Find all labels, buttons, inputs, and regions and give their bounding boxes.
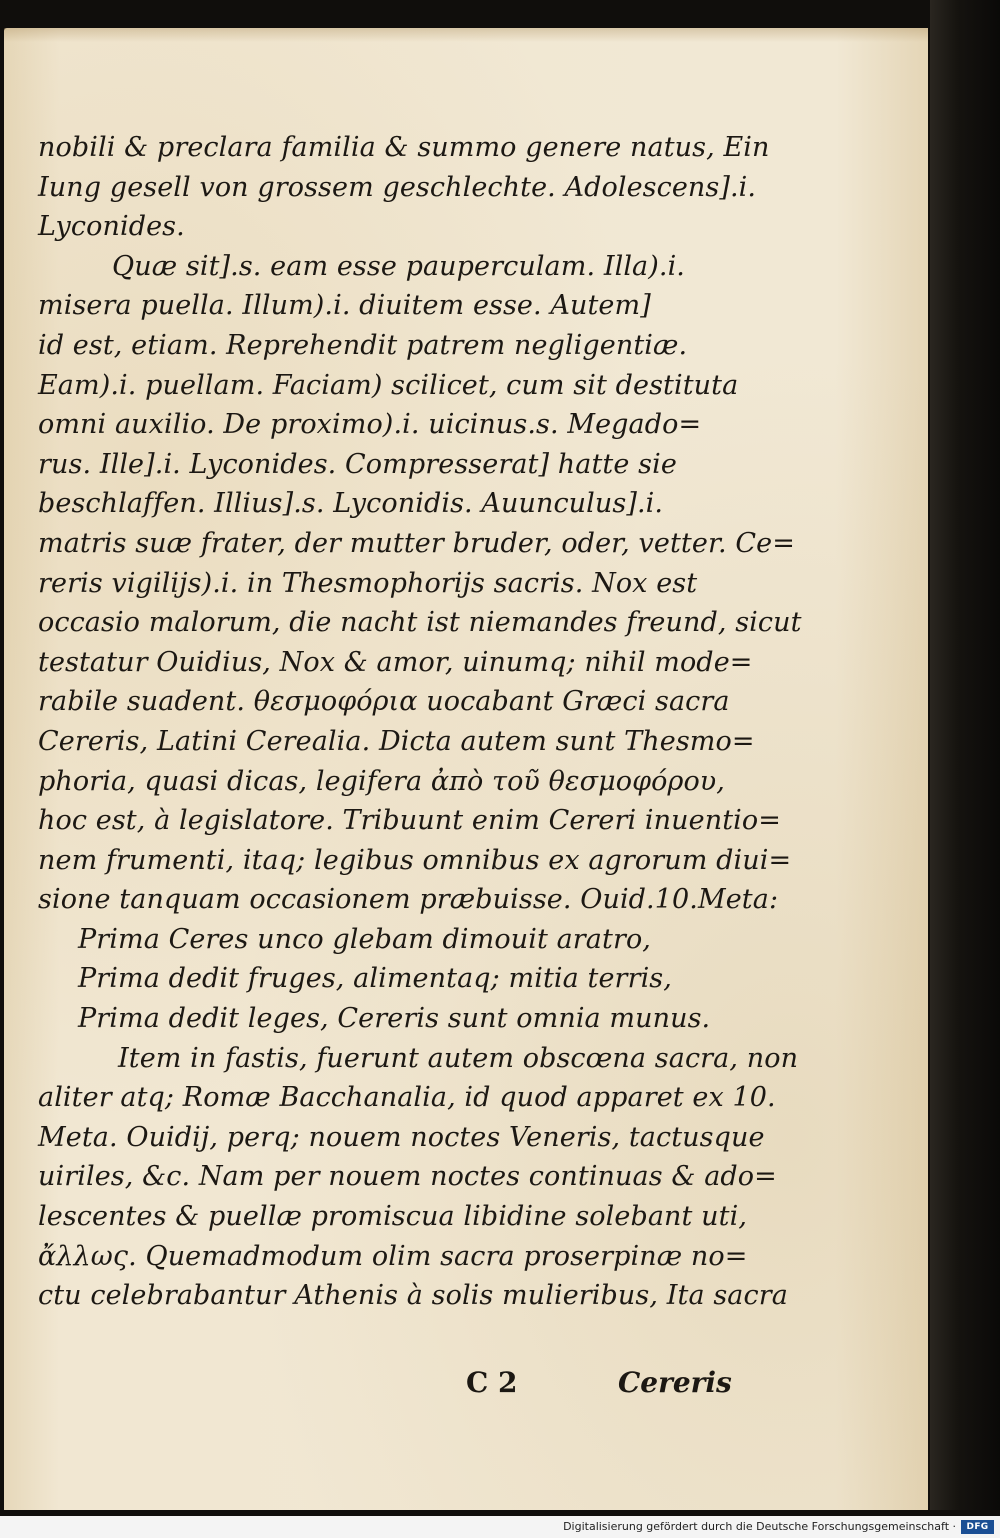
text-line: nobili & preclara familia & summo genere natus, Ein [38, 132, 770, 163]
book-edge [930, 0, 1000, 1510]
text-line: testatur Ouidius, Nox & amor, uinumq; nihil mode= [38, 646, 753, 678]
dfg-logo-icon: DFG [961, 1520, 994, 1534]
text-line: beschlaffen. Illius].s. Lyconidis. Auunculus].i. [38, 488, 664, 520]
text-line: Cereris, Latini Cerealia. Dicta autem sunt Thesmo= [38, 725, 755, 757]
text-line: sione tanquam occasionem præbuisse. Ouid.10.Meta: [38, 884, 779, 916]
text-line: Quæ sit].s. eam esse pauperculam. Illa).i. [112, 250, 685, 282]
text-line: Item in fastis, fuerunt autem obscœna sacra, non [118, 1042, 799, 1074]
text-line: id est, etiam. Reprehendit patrem negligentiæ. [38, 329, 688, 361]
text-line: phoria, quasi dicas, legifera ἀπὸ τοῦ θεσμοφόρου, [38, 765, 725, 797]
text-line: rus. Ille].i. Lyconides. Compresserat] hatte sie [38, 448, 677, 480]
text-line: ctu celebrabantur Athenis à solis mulieribus, Ita sacra [38, 1280, 788, 1312]
text-line: nem frumenti, itaq; legibus omnibus ex agrorum diui= [38, 844, 792, 876]
text-line: aliter atq; Romæ Bacchanalia, id quod apparet ex 10. [38, 1082, 776, 1114]
page-text [38, 128, 802, 1316]
text-line: Meta. Ouidij, perq; nouem noctes Veneris, tactusque [38, 1121, 765, 1153]
text-line: reris vigilijs).i. in Thesmophorijs sacris. Nox est [38, 567, 698, 599]
catchword: Cereris [618, 1366, 732, 1399]
book-page [4, 28, 928, 1510]
signature-mark: C 2 [466, 1366, 518, 1399]
text-line: omni auxilio. De proximo).i. uicinus.s. Megado= [38, 409, 702, 441]
verse-line: Prima dedit fruges, alimentaq; mitia terris, [78, 963, 672, 995]
text-line: matris suæ frater, der mutter bruder, oder, vetter. Ce= [38, 527, 795, 559]
text-line: misera puella. Illum).i. diuitem esse. Autem] [38, 290, 651, 322]
verse-line: Prima Ceres unco glebam dimouit aratro, [78, 923, 651, 955]
credit-text: Digitalisierung gefördert durch die Deutsche Forschungsgemeinschaft · [563, 1520, 956, 1533]
text-line: occasio malorum, die nacht ist niemandes freund, sicut [38, 607, 802, 639]
text-line: Iung gesell von grossem geschlechte. Adolescens].i. [38, 171, 757, 203]
page-footer [4, 1366, 928, 1410]
text-line: ἄλλως. Quemadmodum olim sacra proserpinæ no= [38, 1240, 748, 1272]
text-line: Eam).i. puellam. Faciam) scilicet, cum sit destituta [38, 369, 739, 401]
digitization-credit-bar [0, 1516, 1000, 1538]
text-line: hoc est, à legislatore. Tribuunt enim Cereri inuentio= [38, 805, 781, 837]
verse-line: Prima dedit leges, Cereris sunt omnia munus. [78, 1003, 711, 1035]
text-line: lescentes & puellæ promiscua libidine solebant uti, [38, 1201, 747, 1233]
text-line: uiriles, &c. Nam per nouem noctes continuas & ado= [38, 1161, 777, 1193]
page-top-shadow [4, 28, 928, 42]
text-line: Lyconides. [38, 211, 185, 243]
text-line: rabile suadent. θεσμοφόρια uocabant Græci sacra [38, 686, 730, 718]
